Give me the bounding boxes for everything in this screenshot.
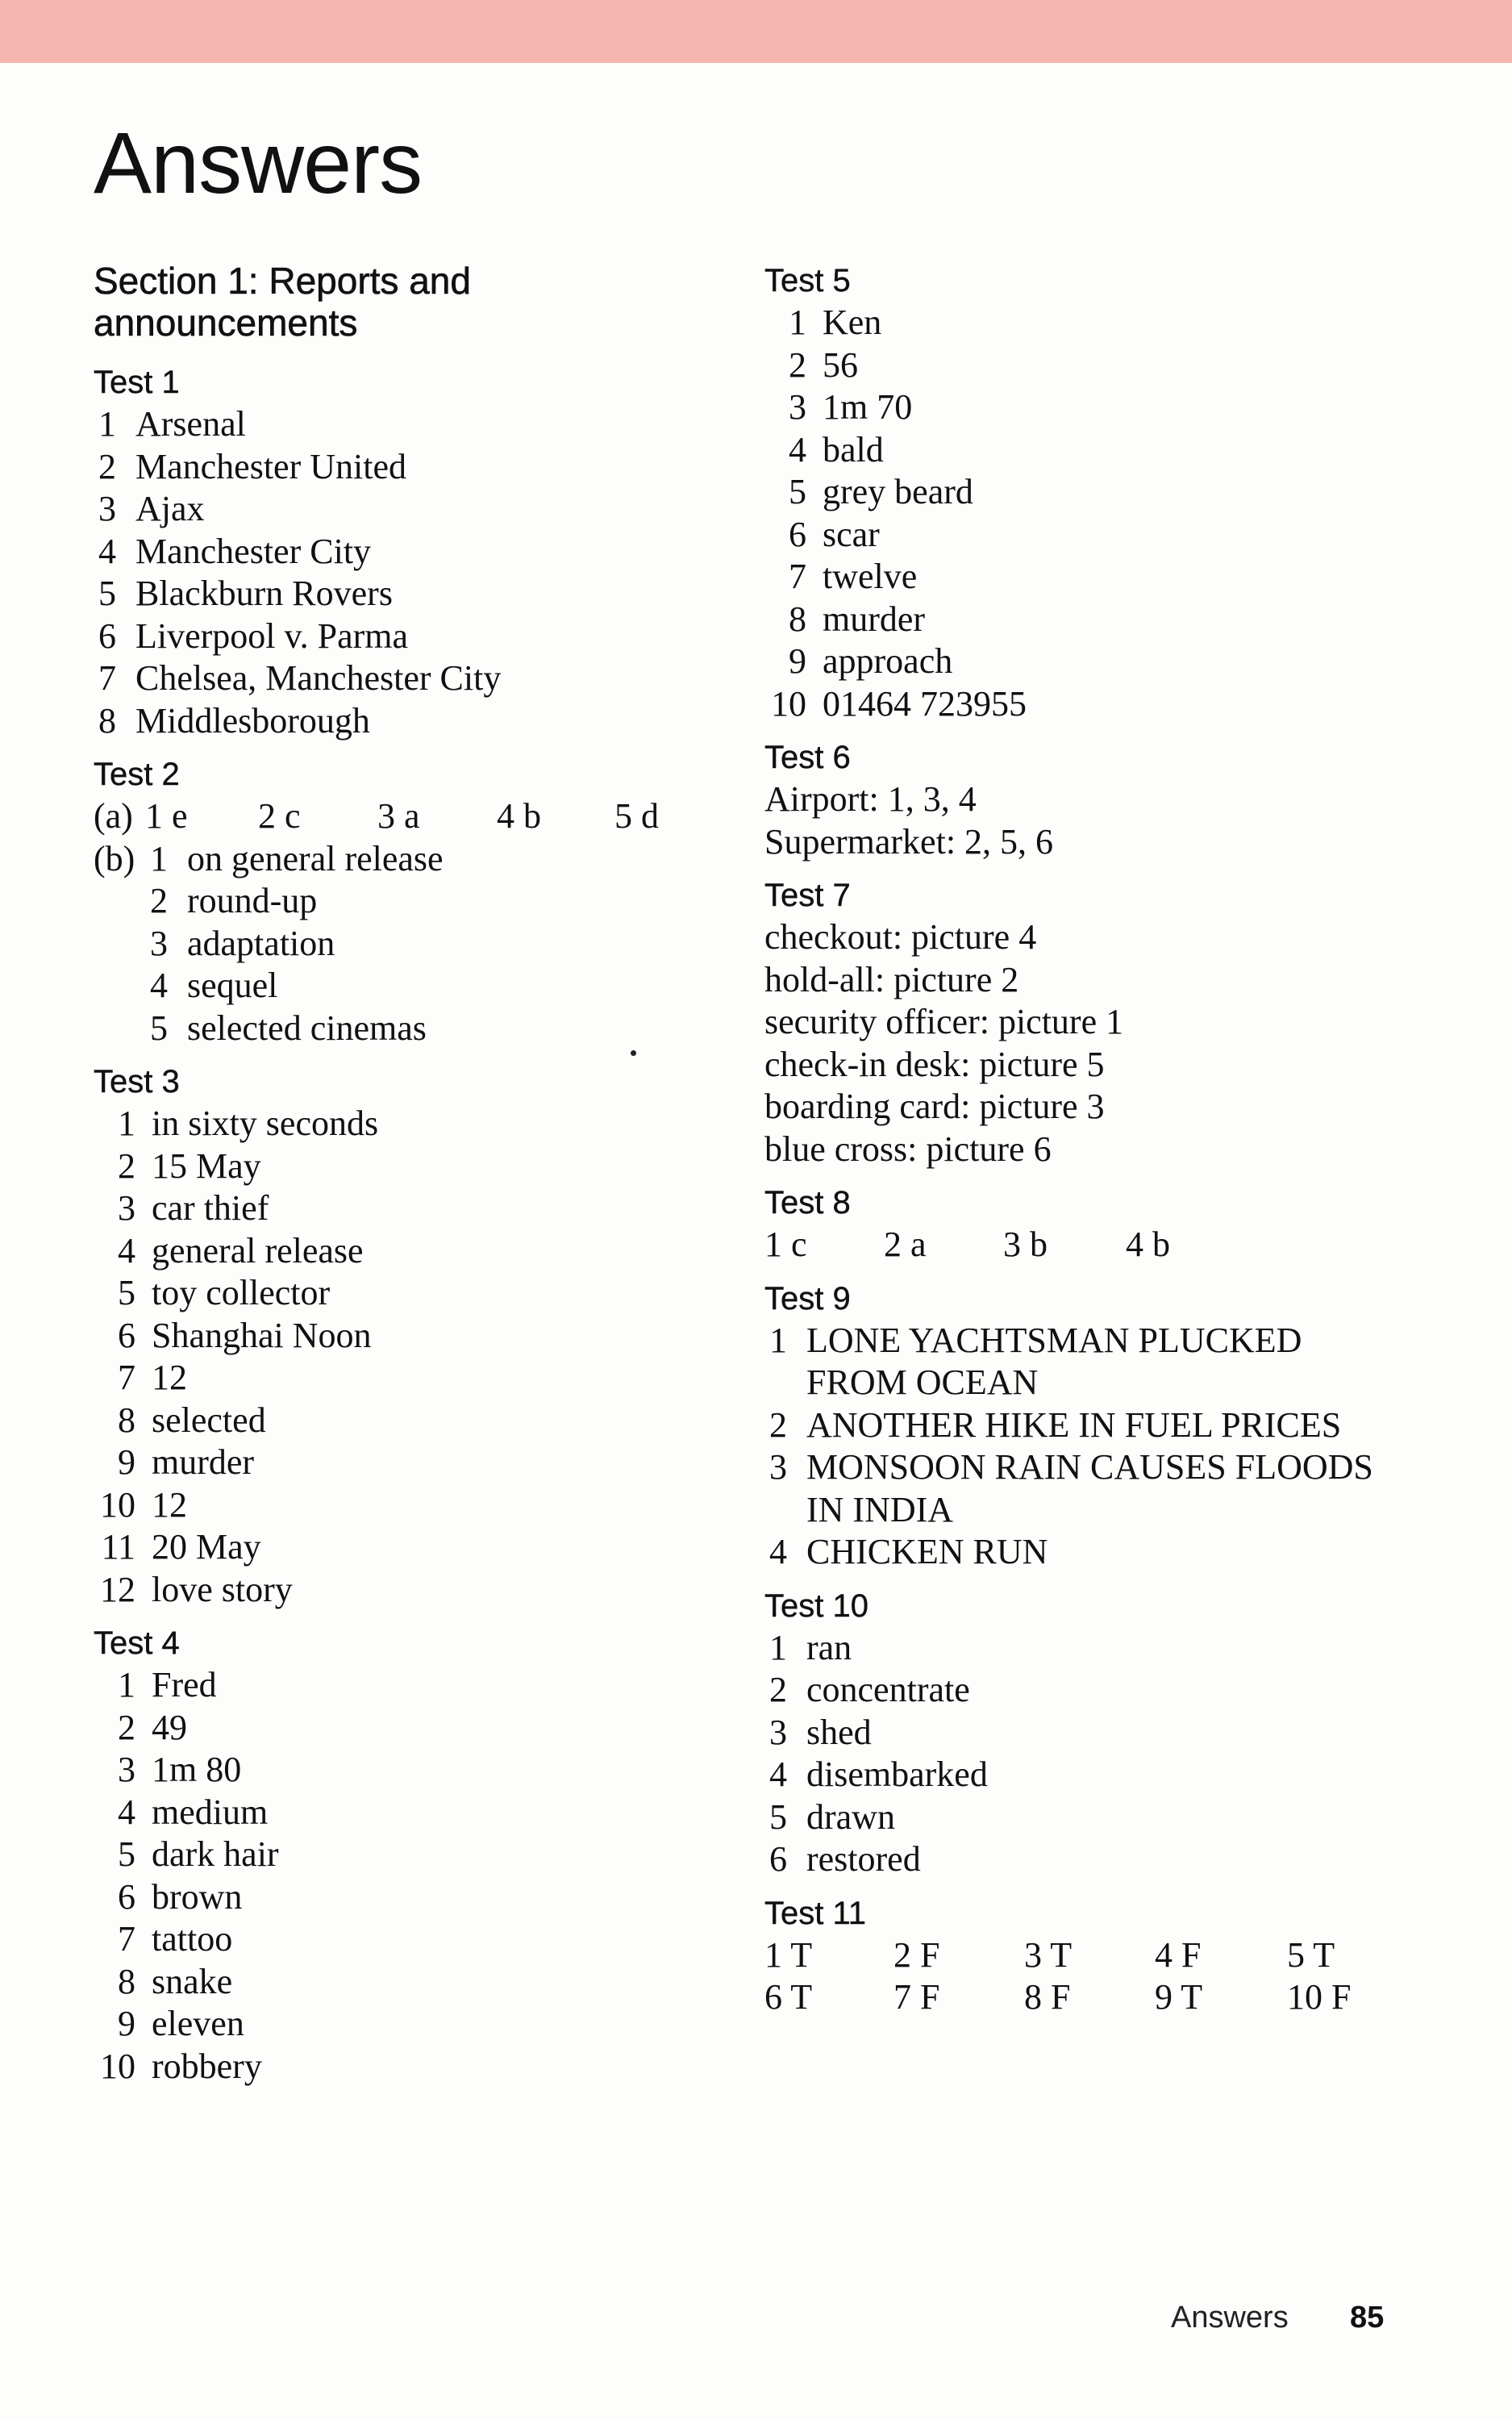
answer-line: security officer: picture 1	[764, 1002, 1124, 1041]
answer-line: 8 snake	[118, 1961, 233, 2001]
answer-line: 5 Blackburn Rovers	[98, 574, 393, 613]
answer-line: 8 selected	[118, 1400, 266, 1440]
test-9	[764, 1278, 1474, 1574]
answer-line: 6 restored	[769, 1839, 921, 1879]
answer-line: 3 MONSOON RAIN CAUSES FLOODS	[769, 1447, 1373, 1487]
answer-line: Supermarket: 2, 5, 6	[764, 821, 1054, 862]
answer-line: 6 brown	[118, 1876, 243, 1917]
answer-line: 5 grey beard	[789, 472, 973, 511]
answer-line: 8 Middlesborough	[98, 700, 370, 741]
answer-line: 1 ran	[769, 1627, 852, 1667]
answer-line: 1 in sixty seconds	[118, 1104, 379, 1143]
section-heading-line-2: announcements	[94, 302, 358, 344]
part-b-line: (b) 1 on general release	[94, 838, 444, 878]
answer-line: hold-all: picture 2	[764, 959, 1019, 999]
part-b-line: 3 adaptation	[150, 923, 335, 963]
answer-line: 3 1m 80	[118, 1750, 242, 1789]
answer-line: 4 general release	[118, 1230, 364, 1270]
part-b-line: 2 round-up	[150, 881, 318, 920]
section-heading	[94, 260, 739, 344]
answer-line: 2 49	[118, 1707, 187, 1747]
test-4	[94, 1622, 739, 2088]
right-column	[764, 260, 1474, 2030]
test-heading: Test 3	[94, 1064, 180, 1099]
test-heading: Test 8	[764, 1185, 851, 1220]
answer-line: 3 car thief	[118, 1188, 269, 1228]
test-heading: Test 9	[764, 1280, 851, 1316]
test-heading: Test 7	[764, 878, 851, 913]
answer-line: 7 12	[118, 1358, 187, 1397]
answer-line: 7 twelve	[789, 557, 918, 596]
answer-line: 10 12	[100, 1484, 187, 1525]
answer-line: 10 robbery	[100, 2046, 262, 2086]
answer-line: Airport: 1, 3, 4	[764, 779, 977, 819]
answer-line: boarding card: picture 3	[764, 1087, 1105, 1126]
answer-line: 2 56	[789, 344, 858, 385]
test-11	[764, 1892, 1474, 2019]
left-column	[94, 260, 739, 2099]
top-color-band	[0, 0, 1512, 63]
test-10	[764, 1585, 1474, 1881]
answer-line: 9 murder	[118, 1442, 255, 1482]
answer-line: 6 Shanghai Noon	[118, 1315, 372, 1355]
answer-line: 2 Manchester United	[98, 446, 406, 486]
test-heading: Test 4	[94, 1625, 180, 1661]
test-heading: Test 6	[764, 740, 851, 775]
answer-line: 3 1m 70	[789, 387, 913, 427]
part-b-line: 4 sequel	[150, 966, 278, 1005]
answer-line: 1 LONE YACHTSMAN PLUCKED	[769, 1320, 1302, 1360]
answer-line: 9 approach	[789, 641, 953, 681]
answer-line: 12 love story	[100, 1569, 293, 1609]
answer-line: 2 15 May	[118, 1145, 261, 1186]
answer-line: 5 dark hair	[118, 1834, 279, 1874]
answer-line: 5 toy collector	[118, 1273, 331, 1312]
answer-line: check-in desk: picture 5	[764, 1044, 1105, 1084]
answer-line: 3 shed	[769, 1712, 872, 1752]
answer-line: 8 murder	[789, 599, 926, 639]
answer-row: 1 T 2 F 3 T 4 F 5 T	[764, 1934, 1335, 1975]
test-1	[94, 361, 739, 742]
answer-line: 6 Liverpool v. Parma	[98, 615, 409, 656]
print-speck	[631, 1050, 636, 1056]
section-heading-line-1: Section 1: Reports and	[94, 260, 471, 302]
answer-line: 2 ANOTHER HIKE IN FUEL PRICES	[769, 1404, 1342, 1445]
test-8	[764, 1182, 1474, 1266]
test-7	[764, 874, 1474, 1170]
answer-line-continued: FROM OCEAN	[806, 1362, 1039, 1402]
test-heading: Test 2	[94, 757, 180, 792]
answer-line: 1 Arsenal	[98, 404, 246, 444]
test-heading: Test 1	[94, 365, 180, 400]
answer-line: 7 Chelsea, Manchester City	[98, 658, 502, 698]
answer-line: 4 bald	[789, 429, 884, 469]
answer-row: 6 T 7 F 8 F 9 T 10 F	[764, 1977, 1352, 2017]
answer-line: 6 scar	[789, 514, 880, 554]
answer-line: 1 Fred	[118, 1665, 217, 1704]
part-a-row: (a) 1 e 2 c 3 a 4 b 5 d	[94, 796, 659, 836]
answer-line: 10 01464 723955	[771, 683, 1027, 724]
test-heading: Test 10	[764, 1588, 868, 1624]
answer-line: 4 disembarked	[769, 1754, 988, 1794]
test-3	[94, 1061, 739, 1611]
test-2	[94, 753, 739, 1049]
answer-line: 5 drawn	[769, 1796, 895, 1837]
answer-line: 4 CHICKEN RUN	[769, 1532, 1048, 1571]
answer-line: blue cross: picture 6	[764, 1129, 1052, 1169]
test-6	[764, 736, 1474, 863]
test-5	[764, 260, 1474, 725]
answer-line: 1 Ken	[789, 302, 882, 342]
answer-line: 4 medium	[118, 1792, 269, 1832]
answer-line: 3 Ajax	[98, 489, 205, 528]
answer-line: 4 Manchester City	[98, 531, 372, 571]
test-heading: Test 5	[764, 263, 851, 298]
footer-label: Answers	[1171, 2301, 1289, 2334]
page-number: 85	[1350, 2301, 1385, 2334]
answer-line-continued: IN INDIA	[806, 1489, 954, 1529]
page-title: Answers	[94, 114, 423, 211]
answer-line: checkout: picture 4	[764, 917, 1037, 957]
answer-line: 11 20 May	[101, 1527, 261, 1567]
answer-row: 1 c 2 a 3 b 4 b	[764, 1225, 1170, 1264]
answer-line: 9 eleven	[118, 2004, 244, 2043]
answer-line: 2 concentrate	[769, 1670, 970, 1709]
answer-line: 7 tattoo	[118, 1919, 233, 1959]
test-heading: Test 11	[764, 1895, 866, 1931]
part-b-line: 5 selected cinemas	[150, 1008, 427, 1048]
